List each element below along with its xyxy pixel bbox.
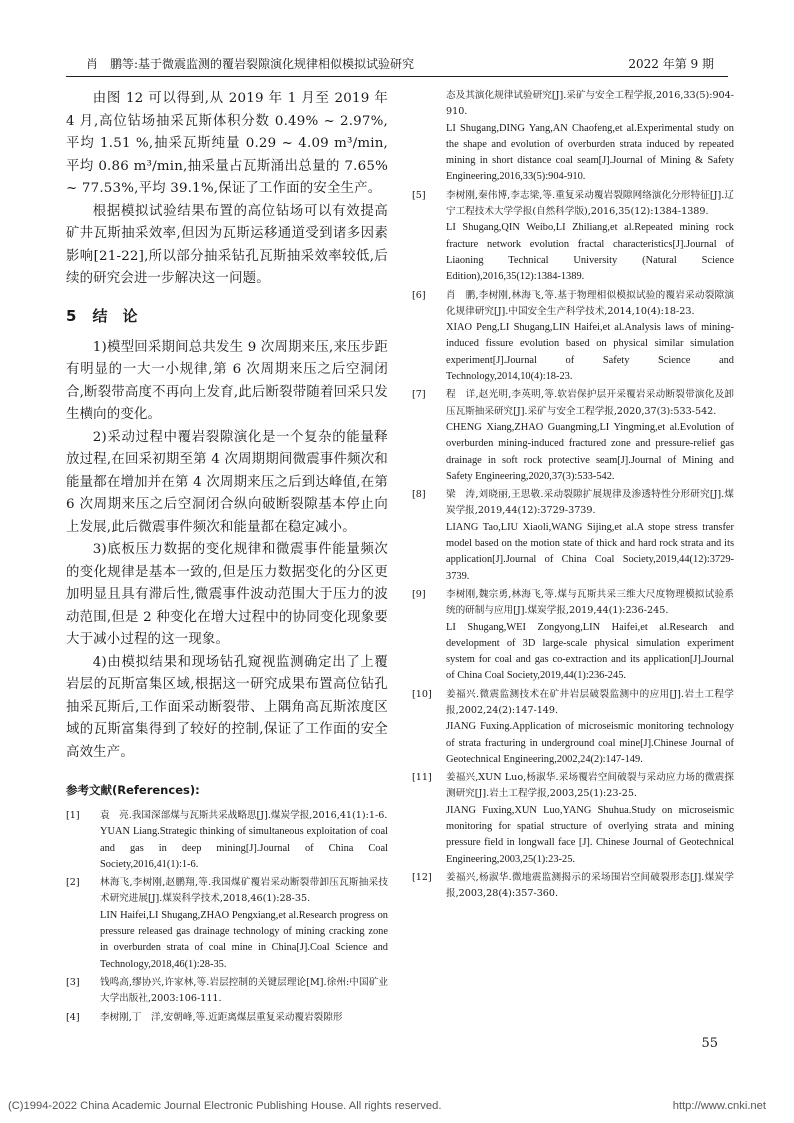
conclusion-item: 2)采动过程中覆岩裂隙演化是一个复杂的能量释放过程,在回采初期至第 4 次周期期间微震事件频次和能量都在增加并在第 4 次周期来压之后到达峰值,在第 6 次周期来压之后空洞闭合纵向破断裂隙基本停止向上发展,此后微震事件频次和能量都在稳定减小。 [66, 429, 388, 535]
body-paragraph: 根据模拟试验结果布置的高位钻场可以有效提高矿井瓦斯抽采效率,但因为瓦斯运移通道受到诸多因素影响[21-22],所以部分抽采钻孔瓦斯抽采效率较低,后续的研究会进一步解决这一问题。 [66, 203, 388, 286]
reference-entry [412, 687, 734, 768]
right-column [412, 88, 734, 905]
reference-entry [412, 770, 734, 868]
header-issue: 2022 年第 9 期 [628, 57, 714, 71]
reference-number: [1] [66, 810, 80, 821]
reference-entry [412, 188, 734, 286]
reference-en: JIANG Fuxing.Application of microseismic monitoring technology of strata fracturing in underground coal mine[J].Chinese Journal of Geotechnical Engineering,2002,24(2):147-149. [446, 721, 734, 765]
references-heading: 参考文献(References): [66, 783, 200, 797]
reference-entry [66, 875, 388, 973]
reference-entry [412, 587, 734, 685]
reference-entry [66, 975, 388, 1008]
left-column [66, 88, 388, 1028]
reference-cn: 姜福兴,杨淑华.微地震监测揭示的采场围岩空间破裂形态[J].煤炭学报,2003,28(4):357-360. [446, 871, 734, 900]
conclusion-item: 3)底板压力数据的变化规律和微震事件能量频次的变化规律是基本一致的,但是压力数据变化的分区更加明显且具有滞后性,微震事件波动范围大于压力的波动范围,但是 2 种变化在增大过程中的协同变化现象要大于减小过程的这一现象。 [66, 542, 388, 647]
reference-entry [412, 387, 734, 485]
reference-number: [12] [412, 871, 432, 883]
reference-en: YUAN Liang.Strategic thinking of simultaneous exploitation of coal and gas in deep mining[J].Journal of China Coal Society,2016,41(1):1-6. [100, 826, 388, 870]
section-number: 5 [66, 306, 77, 325]
reference-en: JIANG Fuxing,XUN Luo,YANG Shuhua.Study on microseismic monitoring for spatial structure of overlying strata and mining pressure field in longwall face [J]. Chinese Journal of Geotechnical Engineering,2003,25(1):23-25. [446, 804, 734, 865]
reference-number [412, 88, 446, 186]
references-list-left [66, 808, 388, 1026]
header-article-title: 肖 鹏等:基于微震监测的覆岩裂隙演化规律相似模拟试验研究 [86, 57, 415, 71]
reference-number: [4] [66, 1011, 80, 1023]
reference-number: [7] [412, 389, 426, 401]
reference-cn: 梁 涛,刘晓丽,王思敬.采动裂隙扩展规律及渗透特性分形研究[J].煤炭学报,2019,44(12):3729-3739. [446, 489, 734, 517]
reference-en: XIAO Peng,LI Shugang,LIN Haifei,et al.Analysis laws of mining-induced fissure evolution based on physical similar simulation experiment[J].Journal of Safety Science and Technology,2014,10(4):18-23. [446, 322, 734, 383]
reference-cn: 李树刚,魏宗勇,林海飞,等.煤与瓦斯共采三维大尺度物理模拟试验系统的研制与应用[J].煤炭学报,2019,44(1):236-245. [446, 588, 734, 617]
conclusion-item: 1)模型回采期间总共发生 9 次周期来压,来压步距有明显的一大一小规律,第 6 次周期来压之后空洞闭合,断裂带高度不再向上发育,此后断裂带随着回采只发生横向的变化。 [66, 339, 388, 422]
reference-en: LIANG Tao,LIU Xiaoli,WANG Sijing,et al.A stope stress transfer model based on the motion state of thick and hard rock strata and its application[J].Journal of China Coal Society,2019,44(12):3729-3739. [446, 521, 734, 582]
reference-cn: 袁 亮.我国深部煤与瓦斯共采战略思[J].煤炭学报,2016,41(1):1-6. [100, 810, 388, 821]
reference-entry [66, 808, 388, 873]
reference-entry [412, 487, 734, 585]
reference-cn: 钱鸣高,缪协兴,许家林,等.岩层控制的关键层理论[M].徐州:中国矿业大学出版社,2003:106-111. [100, 976, 388, 1005]
reference-cn: 李树刚,丁 洋,安朝峰,等.近距离煤层重复采动覆岩裂隙形 [100, 1011, 343, 1023]
reference-en: CHENG Xiang,ZHAO Guangming,LI Yingming,et al.Evolution of overburden mining-induced fractured zone and pressure-relief gas drainage in soft rock protective seam[J].Journal of Mining and Safety Engineering,2020,37(3):533-542. [446, 421, 734, 482]
reference-cn: 态及其演化规律试验研究[J].采矿与安全工程学报,2016,33(5):904-910. [446, 90, 734, 118]
reference-cn: 程 详,赵光明,李英明,等.软岩保护层开采覆岩采动断裂带演化及卸压瓦斯抽采研究[J].采矿与安全工程学报,2020,37(3):533-542. [446, 389, 734, 417]
reference-number: [5] [412, 189, 426, 201]
running-header [66, 52, 728, 77]
reference-entry [412, 88, 734, 186]
section-heading-conclusion [66, 305, 388, 327]
reference-entry [412, 870, 734, 903]
reference-number: [9] [412, 588, 426, 600]
reference-entry [66, 1010, 388, 1026]
reference-en: LIN Haifei,LI Shugang,ZHAO Pengxiang,et al.Research progress on pressure released gas drainage technology of mining cracking zone in overburden strata of coal mine in China[J].Coal Science and Technology,2018,46(1):28-35. [100, 909, 388, 970]
section-title: 结 论 [92, 306, 138, 325]
reference-number: [11] [412, 772, 432, 784]
reference-cn: 姜福兴.微震监测技术在矿井岩层破裂监测中的应用[J].岩土工程学报,2002,24(2):147-149. [446, 688, 734, 716]
reference-cn: 肖 鹏,李树刚,林海飞,等.基于物理相似模拟试验的覆岩采动裂隙演化规律研究[J].中国安全生产科学技术,2014,10(4):18-23. [446, 289, 734, 317]
reference-entry [412, 288, 734, 386]
reference-en: LI Shugang,WEI Zongyong,LIN Haifei,et al.Research and development of 3D large-scale physical simulation experiment system for coal and gas co-extraction and its application[J].Journal of China Coal Society,2019,44(1):236-245. [446, 621, 734, 682]
reference-cn: 姜福兴,XUN Luo,杨淑华.采场覆岩空间破裂与采动应力场的微震探测研究[J].岩土工程学报,2003,25(1):23-25. [446, 772, 734, 800]
footer-url: http://www.cnki.net [672, 1100, 766, 1112]
reference-number: [3] [66, 976, 80, 988]
reference-number: [6] [412, 289, 426, 301]
reference-en: LI Shugang,QIN Weibo,LI Zhiliang,et al.Repeated mining rock fracture network evolution fractal characteristics[J].Journal of Liaoning Technical University (Natural Science Edition),2016,35(12):1384-1389. [446, 222, 734, 283]
reference-cn: 李树刚,秦伟博,李志梁,等.重复采动覆岩裂隙网络演化分形特征[J].辽宁工程技术大学学报(自然科学版),2016,35(12):1384-1389. [446, 189, 734, 218]
reference-en: LI Shugang,DING Yang,AN Chaofeng,et al.Experimental study on the shape and evolution of overburden strata induced by repeated mining in short distance coal seam[J].Journal of Mining & Safety Engineering,2016,33(5):904-910. [446, 122, 734, 183]
reference-number: [8] [412, 489, 426, 501]
copyright-footer [0, 1096, 794, 1116]
conclusion-item: 4)由模拟结果和现场钻孔窥视监测确定出了上覆岩层的瓦斯富集区域,根据这一研究成果布置高位钻孔抽采瓦斯后,工作面采动断裂带、上隅角高瓦斯浓度区域的瓦斯富集得到了较好的控制,保证了工作面的安全高效生产。 [66, 654, 388, 760]
reference-cn: 林海飞,李树刚,赵鹏翔,等.我国煤矿覆岩采动断裂带卸压瓦斯抽采技术研究进展[J].煤炭科学技术,2018,46(1):28-35. [100, 877, 388, 905]
reference-number: [10] [412, 688, 432, 700]
page-number: 55 [701, 1036, 718, 1051]
reference-number: [2] [66, 877, 80, 889]
copyright-text: (C)1994-2022 China Academic Journal Electronic Publishing House. All rights reserved. [8, 1100, 442, 1112]
body-paragraph: 由图 12 可以得到,从 2019 年 1 月至 2019 年 4 月,高位钻场抽采瓦斯体积分数 0.49% ~ 2.97%,平均 1.51 %,抽采瓦斯纯量 0.29 ~ 4.09 m³/min,平均 0.86 m³/min,抽采量占瓦斯涌出总量的 7.65% ~ 77.53%,平均 39.1%,保证了工作面的安全生产。 [66, 91, 388, 196]
